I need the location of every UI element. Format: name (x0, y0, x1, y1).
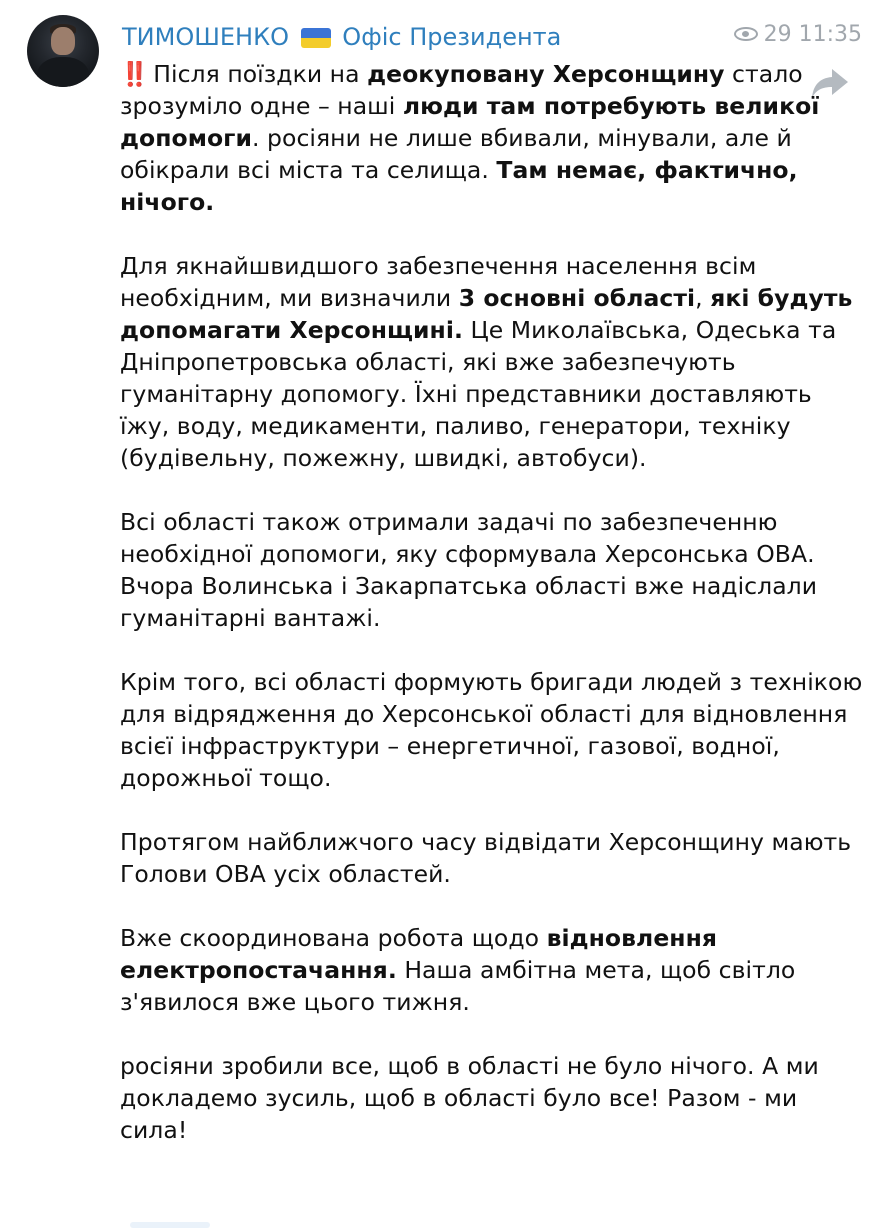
message-text (120, 58, 865, 1178)
message-paragraph-3: Всі області також отримали задачі по забезпеченню необхідної допомоги, яку сформувала Херсонська ОВА. Вчора Волинська і Закарпатська області вже надіслали гуманітарні вантажі. (120, 508, 818, 632)
avatar-body (37, 57, 89, 87)
channel-name-text: ТИМОШЕНКО (122, 23, 290, 51)
ukraine-flag-icon (301, 28, 331, 48)
message-paragraph-6: Вже скоординована робота щодо відновлення електропостачання. Наша амбітна мета, щоб світло з'явилося вже цього тижня. (120, 924, 796, 1016)
channel-name[interactable] (122, 20, 561, 54)
message-paragraph-5: Протягом найближчого часу відвідати Херсонщину мають Голови ОВА усіх областей. (120, 828, 852, 888)
channel-avatar[interactable] (27, 15, 99, 87)
message-header (122, 20, 862, 56)
channel-subtitle: Офіс Президента (342, 23, 562, 51)
avatar-head (51, 27, 75, 55)
message-paragraph-4: Крім того, всі області формують бригади людей з технікою для відрядження до Херсонської області для відновлення всієї інфраструктури – енергетичної, газової, водної, дорожньої тощо. (120, 668, 863, 792)
ukraine-flag-icon (199, 1121, 229, 1141)
message-meta (734, 20, 862, 50)
views-count: 29 (763, 22, 792, 47)
message-paragraph-1: ‼️ Після поїздки на деокуповану Херсонщину стало зрозуміло одне – наші люди там потребують великої допомоги. росіяни не лише вбивали, мінували, але й обікрали всі міста та селища. Там немає, фактично, нічого. (120, 60, 820, 216)
double-exclamation-icon: ‼️ (120, 60, 148, 88)
message-paragraph-7: росіяни зробили все, щоб в області не було нічого. А ми докладемо зусиль, щоб в області було все! Разом - ми сила! (120, 1052, 819, 1144)
eye-icon (734, 27, 758, 41)
reactions-bar-edge (130, 1222, 210, 1228)
message-paragraph-2: Для якнайшвидшого забезпечення населення всім необхідним, ми визначили 3 основні області, які будуть допомагати Херсонщині. Це Миколаївська, Одеська та Дніпропетровська області, які вже забезпечують гуманітарну допомогу. Їхні представники доставляють їжу, воду, медикаменти, паливо, генератори, техніку (будівельну, пожежну, швидкі, автобуси). (120, 252, 853, 472)
message-time: 11:35 (798, 22, 862, 47)
